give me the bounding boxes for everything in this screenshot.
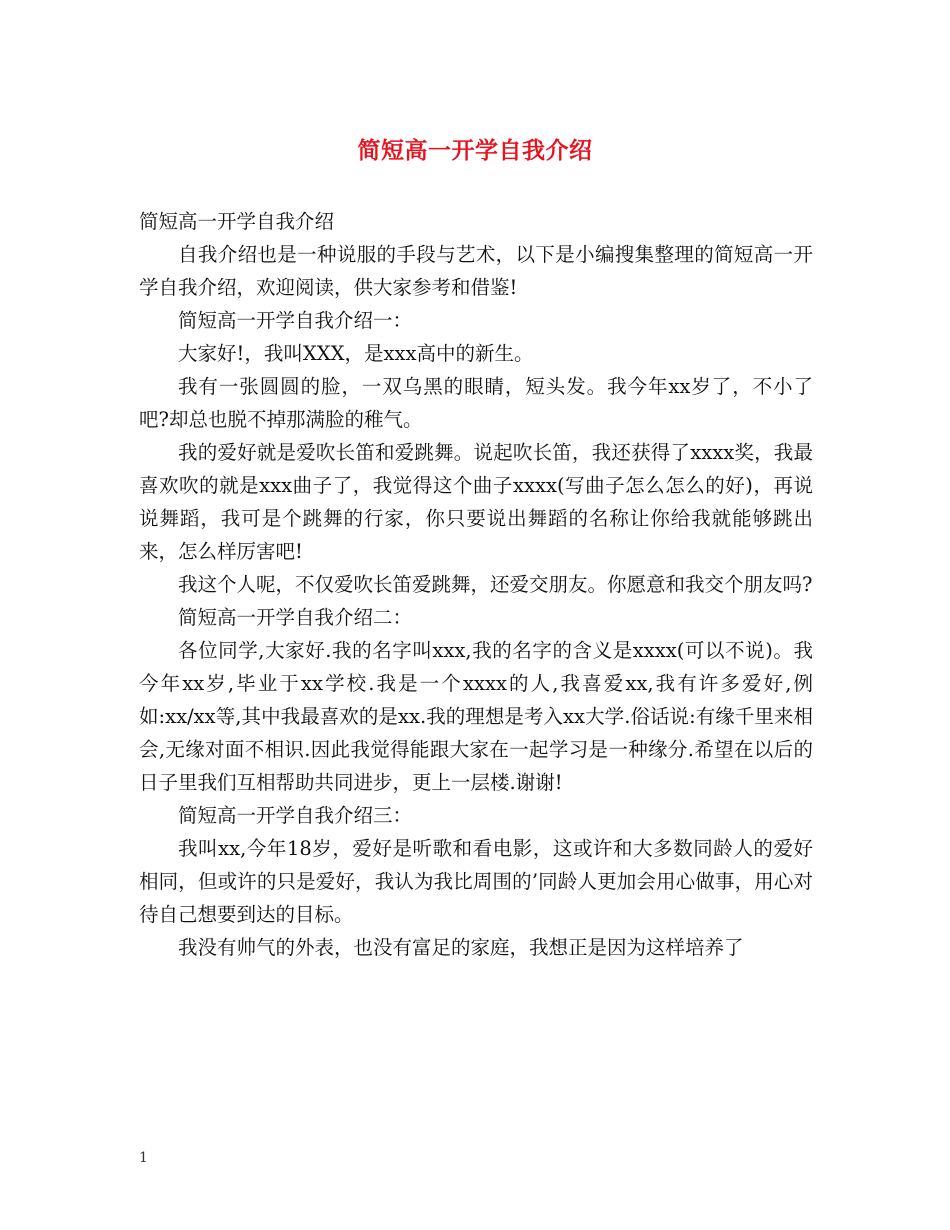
paragraph: 各位同学,大家好.我的名字叫xxx,我的名字的含义是xxxx(可以不说)。我今年xx岁,毕业于xx学校.我是一个xxxx的人,我喜爱xx,我有许多爱好,例如:xx/xx等,其中我最喜欢的是xx.我的理想是考入xx大学.俗话说:有缘千里来相会,无缘对面不相识.因此我觉得能跟大家在一起学习是一种缘分.希望在以后的日子里我们互相帮助共同进步，更上一层楼.谢谢! (139, 639, 813, 794)
section-heading-one: 简短高一开学自我介绍一： (178, 309, 413, 332)
paragraph-heading: 简短高一开学自我介绍 (139, 210, 335, 233)
paragraph-intro: 自我介绍也是一种说服的手段与艺术，以下是小编搜集整理的简短高一开学自我介绍，欢迎阅读，供大家参考和借鉴! (139, 243, 813, 299)
paragraph: 我的爱好就是爱吹长笛和爱跳舞。说起吹长笛，我还获得了xxxx奖，我最喜欢吹的就是xxx曲子了，我觉得这个曲子xxxx(写曲子怎么怎么的好)，再说说舞蹈，我可是个跳舞的行家，你只要说出舞蹈的名称让你给我就能够跳出来，怎么样厉害吧! (139, 441, 813, 563)
document-body (139, 205, 813, 964)
paragraph: 我没有帅气的外表，也没有富足的家庭，我想正是因为这样培养了 (178, 936, 744, 959)
paragraph: 我叫xx,今年18岁，爱好是听歌和看电影，这或许和大多数同龄人的爱好相同，但或许的只是爱好，我认为我比周围的’同龄人更加会用心做事，用心对待自己想要到达的目标。 (139, 837, 813, 926)
page-number: 1 (139, 1150, 148, 1166)
paragraph: 大家好!，我叫XXX，是xxx高中的新生。 (178, 342, 534, 365)
paragraph: 我这个人呢，不仅爱吹长笛爱跳舞，还爱交朋友。你愿意和我交个朋友吗? (178, 573, 813, 596)
section-heading-two: 简短高一开学自我介绍二： (178, 606, 413, 629)
document-title: 简短高一开学自我介绍 (357, 137, 593, 164)
paragraph: 我有一张圆圆的脸，一双乌黑的眼睛，短头发。我今年xx岁了，不小了吧?却总也脱不掉那满脸的稚气。 (139, 375, 813, 431)
section-heading-three: 简短高一开学自我介绍三： (178, 804, 413, 827)
